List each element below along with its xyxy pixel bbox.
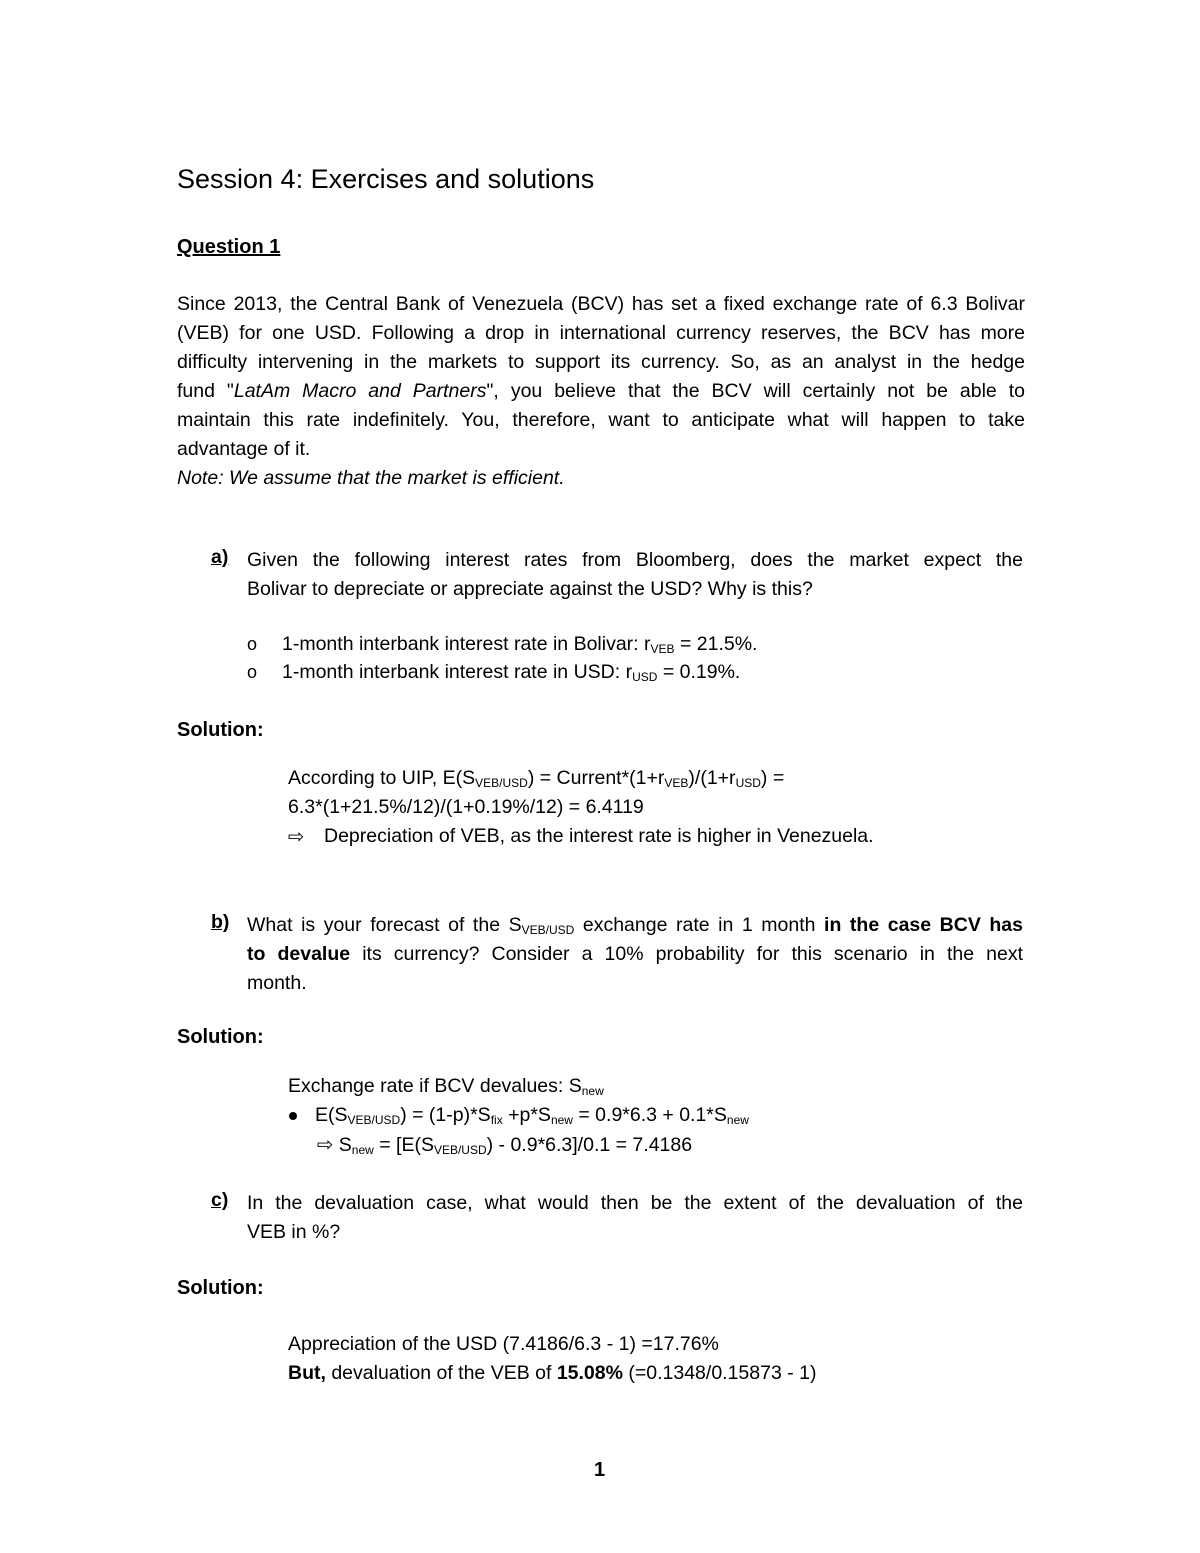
solution-a-label: Solution: <box>177 719 264 741</box>
solution-b-label: Solution: <box>177 1026 264 1048</box>
fund-prefix: fund " <box>177 380 234 402</box>
part-c-line1: In the devaluation case, what would then be the extent of the devaluation of the <box>247 1192 1023 1214</box>
fund-suffix: ", <box>486 380 511 402</box>
rate-veb: 1-month interbank interest rate in Bolivar: $r_{VEB} = 21.5\%$. <box>282 633 758 656</box>
intro-line: advantage of it. <box>177 438 311 460</box>
part-b-line1: What is your forecast of the $S_{VEB/USD}$ exchange rate in 1 month in the case BCV has <box>247 914 1023 937</box>
arrow-right-icon: ⇨ <box>288 826 305 848</box>
intro-line: (VEB) for one USD. Following a drop in international currency reserves, the BCV has more <box>177 322 1025 344</box>
solution-c-label: Solution: <box>177 1277 264 1299</box>
page-title: Session 4: Exercises and solutions <box>177 164 595 194</box>
intro-line: maintain this rate indefinitely. You, therefore, want to anticipate what will happen to take <box>177 409 1025 431</box>
intro-line-fund <box>177 377 1025 406</box>
part-a-question <box>247 546 1023 604</box>
part-b-letter: b) <box>211 911 230 933</box>
part-c-letter: c) <box>211 1189 229 1211</box>
arrow-right-icon: ⇨ <box>317 1134 334 1156</box>
solution-c-line1: Appreciation of the USD (7.4186/6.3 - 1) =17.76% <box>288 1333 719 1355</box>
solution-c-line2: But, devaluation of the VEB of 15.08% (=0.1348/0.15873 - 1) <box>288 1362 817 1384</box>
bullet-circle-icon: o <box>247 634 258 654</box>
part-c-question <box>247 1189 1023 1247</box>
part-a-line: Given the following interest rates from Bloomberg, does the market expect the <box>247 549 1023 571</box>
page-number: 1 <box>594 1459 606 1481</box>
bullet-circle-icon: o <box>247 662 258 682</box>
solution-b-line1: Exchange rate if BCV devalues: $S_{new}$ <box>288 1075 604 1098</box>
part-a-line: Bolivar to depreciate or appreciate against the USD? Why is this? <box>247 578 813 600</box>
part-b-line3: month. <box>247 972 307 994</box>
solution-a-line2: 6.3*(1+21.5%/12)/(1+0.19%/12) = 6.4119 <box>288 796 644 818</box>
rate-usd: 1-month interbank interest rate in USD: $r_{USD} = 0.19\%$. <box>282 661 741 684</box>
part-a-letter: a) <box>211 546 229 568</box>
intro-paragraph <box>177 290 1025 493</box>
solution-b-line3: ⇨ $S_{new} = [E(S_{VEB/USD}) - 0.9*6.3]/0.1 = 7.4186$ <box>317 1134 693 1157</box>
fund-name: LatAm Macro and Partners <box>233 380 487 402</box>
part-b-question <box>247 911 1023 998</box>
intro-line: Since 2013, the Central Bank of Venezuela (BCV) has set a fixed exchange rate of 6.3 Bolivar <box>177 293 1025 315</box>
intro-line-rest: you believe that the BCV will certainly not be able to <box>510 380 1025 402</box>
solution-b-line2: $E(S_{VEB/USD}) = (1-p)*S_{fix} +p*S_{new} = 0.9*6.3 + 0.1*S_{new}$ <box>315 1104 749 1127</box>
solution-a-line1: According to UIP, $E(S_{VEB/USD})$ = $Current*(1+r_{VEB})/(1+r_{USD})$ = <box>288 767 785 790</box>
part-c-line2: VEB in %? <box>247 1221 341 1243</box>
bullet-dot-icon <box>289 1104 297 1127</box>
intro-line: difficulty intervening in the markets to support its currency. So, as an analyst in the hedge <box>177 351 1025 373</box>
part-b-line2: to devalue its currency? Consider a 10% probability for this scenario in the next <box>247 943 1024 965</box>
solution-a-line3: Depreciation of VEB, as the interest rate is higher in Venezuela. <box>324 825 874 847</box>
intro-note: Note: We assume that the market is efficient. <box>177 467 565 489</box>
question-heading: Question 1 <box>177 236 281 258</box>
